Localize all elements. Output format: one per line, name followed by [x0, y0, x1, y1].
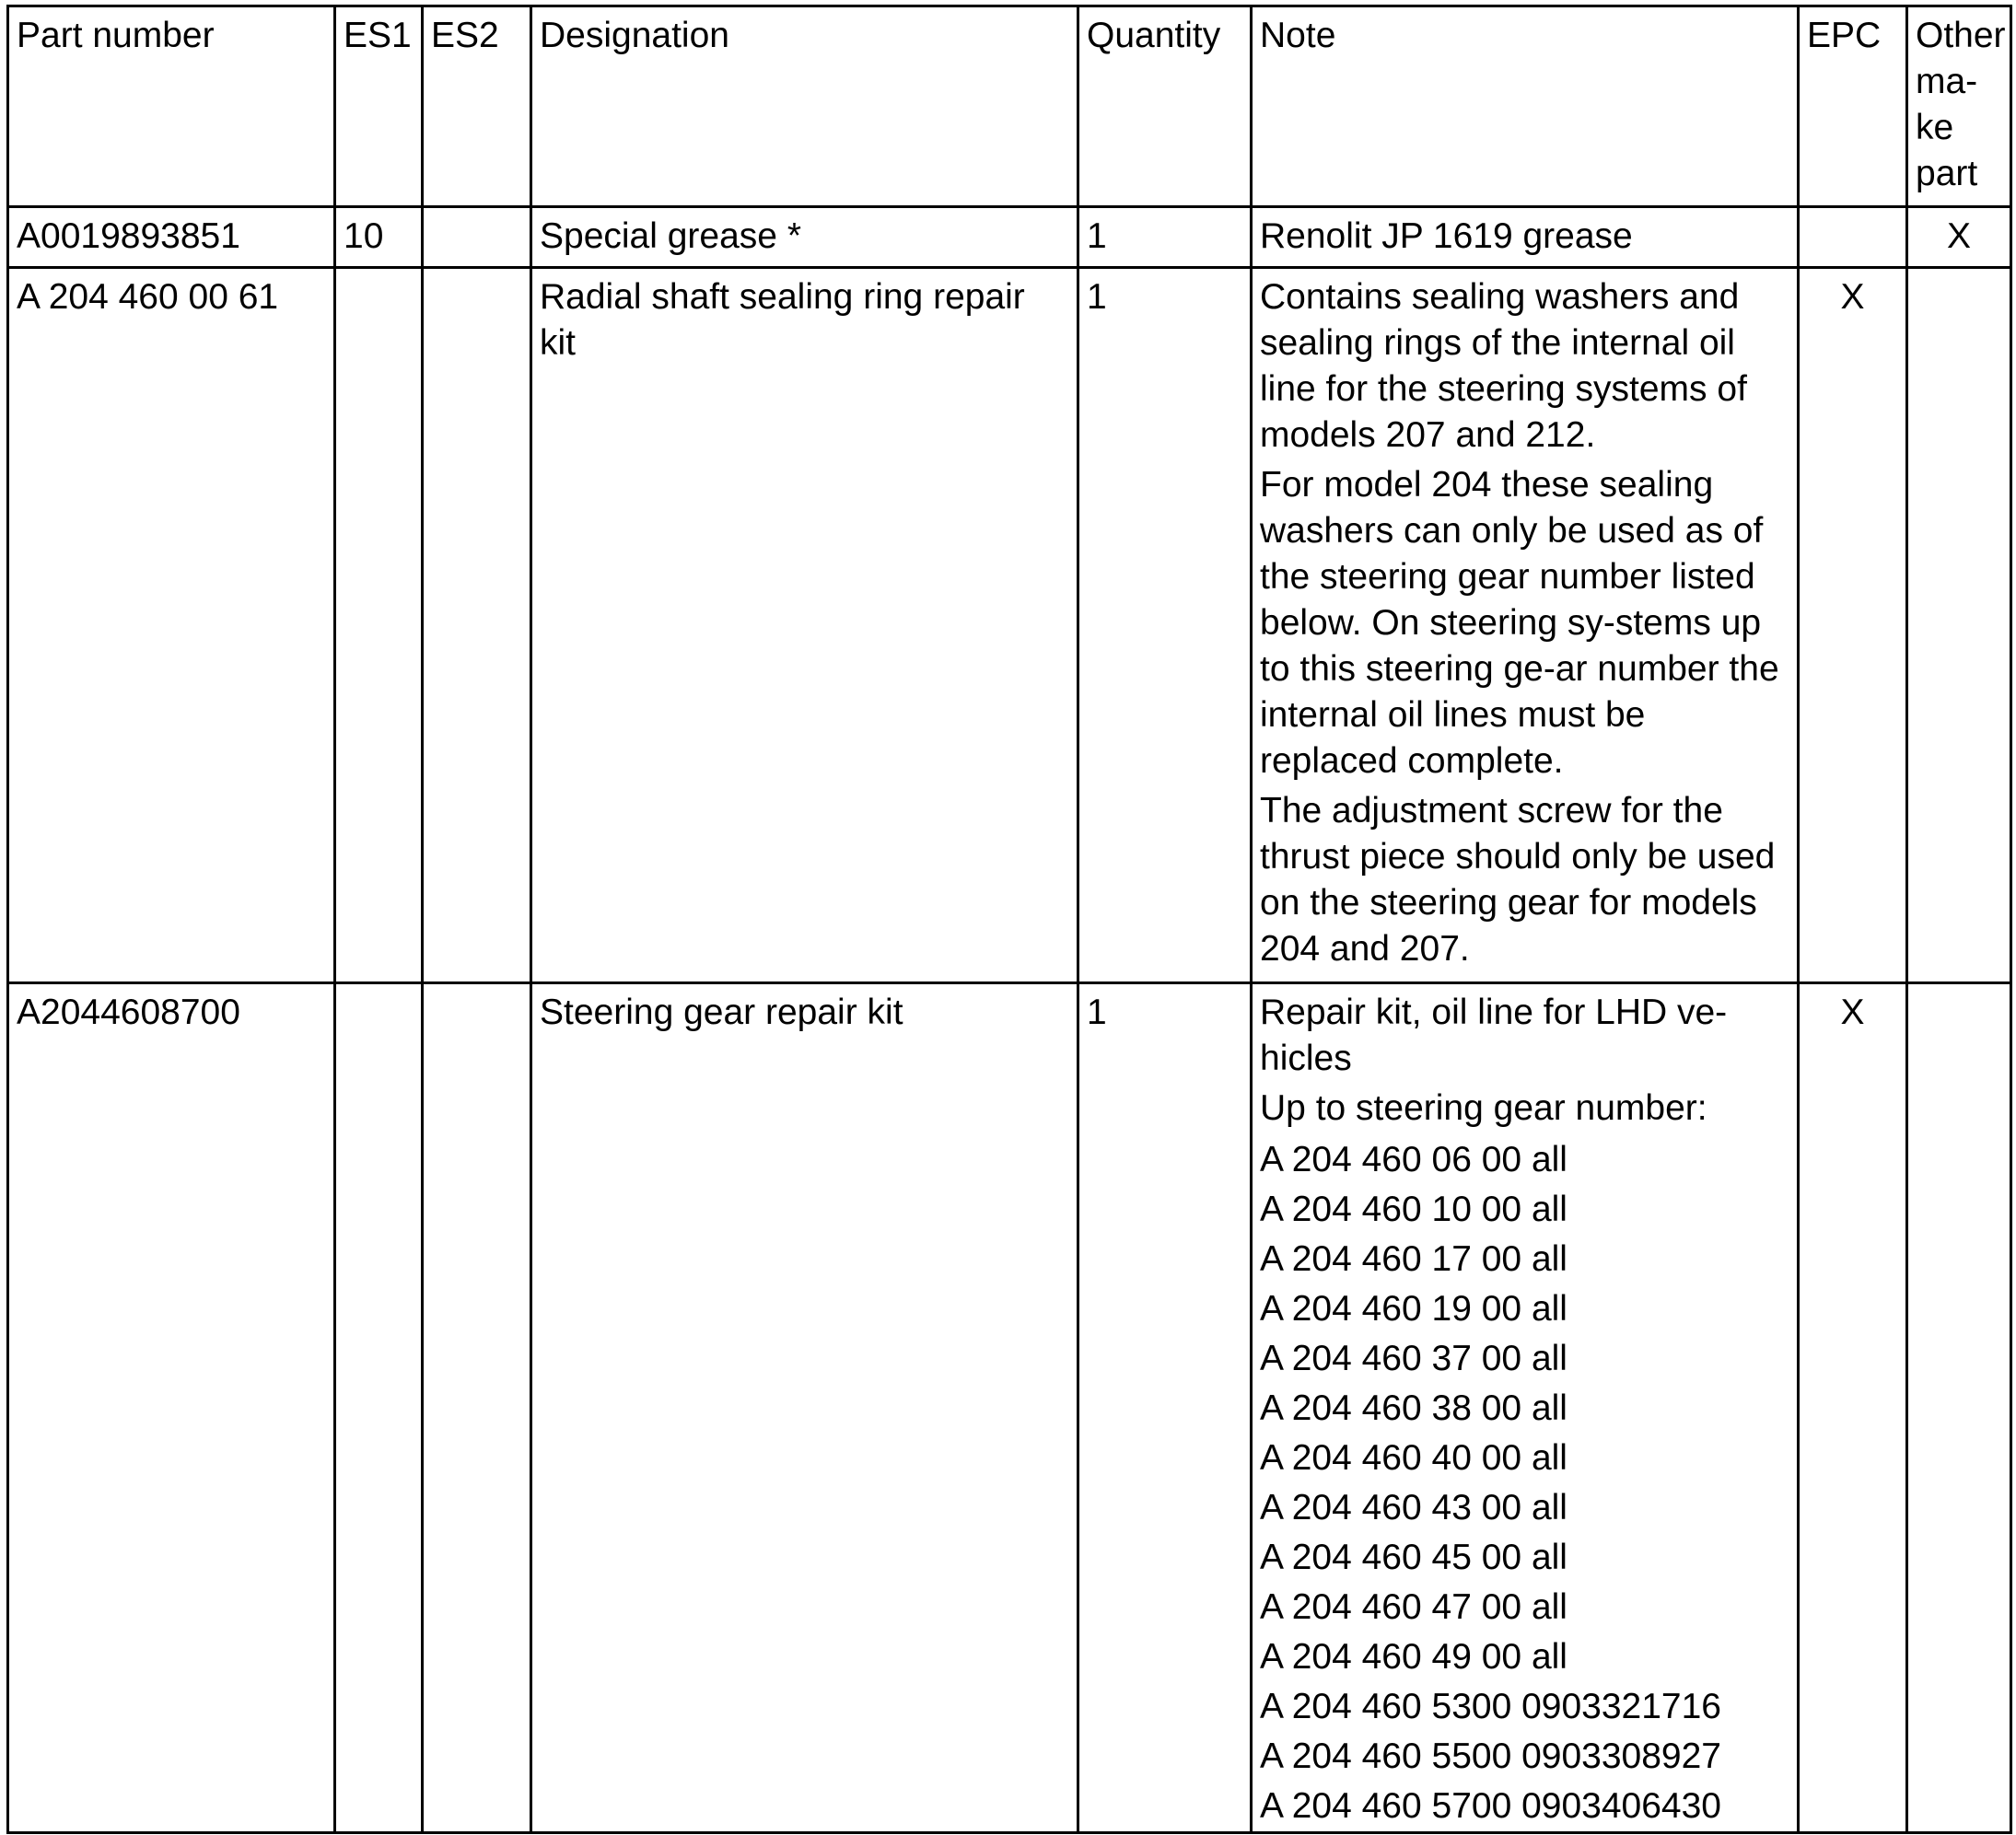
header-es1: ES1 [335, 6, 423, 207]
table-row [8, 207, 2011, 268]
cell-epc: X [1799, 983, 1907, 1833]
cell-other-make-part: X [1907, 207, 2011, 268]
header-other-line: ma- [1916, 62, 1978, 101]
header-es2: ES2 [423, 6, 531, 207]
cell-note [1252, 983, 1799, 1833]
cell-note: Renolit JP 1619 grease [1252, 207, 1799, 268]
note-paragraph: The adjustment screw for the thrust piece should only be used on the steering gear for models 204 and 207. [1260, 791, 1776, 969]
header-designation: Designation [531, 6, 1078, 207]
table-row [8, 268, 2011, 983]
cell-designation: Steering gear repair kit [531, 983, 1078, 1833]
header-other-line: Other [1916, 16, 2006, 55]
note-paragraph: For model 204 these sealing washers can only be used as of the steering gear number listed below. On steering sy-stems up to this steering ge-ar number the internal oil lines must be replaced complete. [1260, 465, 1779, 781]
steering-gear-number: A 204 460 06 00 all [1260, 1140, 1567, 1179]
cell-epc [1799, 207, 1907, 268]
steering-gear-number: A 204 460 45 00 all [1260, 1538, 1567, 1577]
header-other-line: ke [1916, 108, 1954, 147]
steering-gear-number: A 204 460 5500 0903308927 [1260, 1736, 1722, 1776]
cell-part-number: A 204 460 00 61 [8, 268, 335, 983]
steering-gear-number: A 204 460 10 00 all [1260, 1190, 1567, 1229]
cell-quantity: 1 [1078, 268, 1252, 983]
header-quantity: Quantity [1078, 6, 1252, 207]
note-paragraph: Repair kit, oil line for LHD ve-hicles [1260, 993, 1728, 1078]
cell-note [1252, 268, 1799, 983]
cell-part-number: A2044608700 [8, 983, 335, 1833]
cell-quantity: 1 [1078, 207, 1252, 268]
header-note: Note [1252, 6, 1799, 207]
header-other-line: part [1916, 154, 1978, 193]
steering-gear-number: A 204 460 5700 0903406430 [1260, 1786, 1722, 1826]
cell-es1: 10 [335, 207, 423, 268]
cell-part-number: A0019893851 [8, 207, 335, 268]
cell-es2 [423, 207, 531, 268]
cell-epc: X [1799, 268, 1907, 983]
steering-gear-number: A 204 460 5300 0903321716 [1260, 1687, 1722, 1726]
cell-es1 [335, 268, 423, 983]
cell-other-make-part [1907, 983, 2011, 1833]
note-paragraph: Up to steering gear number: [1260, 1088, 1707, 1128]
steering-gear-number: A 204 460 37 00 all [1260, 1339, 1567, 1378]
cell-es2 [423, 983, 531, 1833]
cell-designation: Special grease * [531, 207, 1078, 268]
table-row [8, 983, 2011, 1833]
steering-gear-number: A 204 460 49 00 all [1260, 1637, 1567, 1677]
cell-other-make-part [1907, 268, 2011, 983]
steering-gear-number: A 204 460 47 00 all [1260, 1587, 1567, 1627]
header-other-make-part [1907, 6, 2011, 207]
header-part-number: Part number [8, 6, 335, 207]
header-row [8, 6, 2011, 207]
cell-quantity: 1 [1078, 983, 1252, 1833]
header-epc: EPC [1799, 6, 1907, 207]
steering-gear-number: A 204 460 40 00 all [1260, 1438, 1567, 1478]
steering-gear-number: A 204 460 43 00 all [1260, 1488, 1567, 1527]
cell-es2 [423, 268, 531, 983]
cell-es1 [335, 983, 423, 1833]
note-paragraph: Contains sealing washers and sealing rings of the internal oil line for the steering systems of models 207 and 212. [1260, 277, 1747, 455]
steering-gear-number: A 204 460 19 00 all [1260, 1289, 1567, 1329]
parts-table [6, 5, 2012, 1834]
steering-gear-number: A 204 460 38 00 all [1260, 1388, 1567, 1428]
steering-gear-number: A 204 460 17 00 all [1260, 1239, 1567, 1279]
cell-designation: Radial shaft sealing ring repair kit [531, 268, 1078, 983]
